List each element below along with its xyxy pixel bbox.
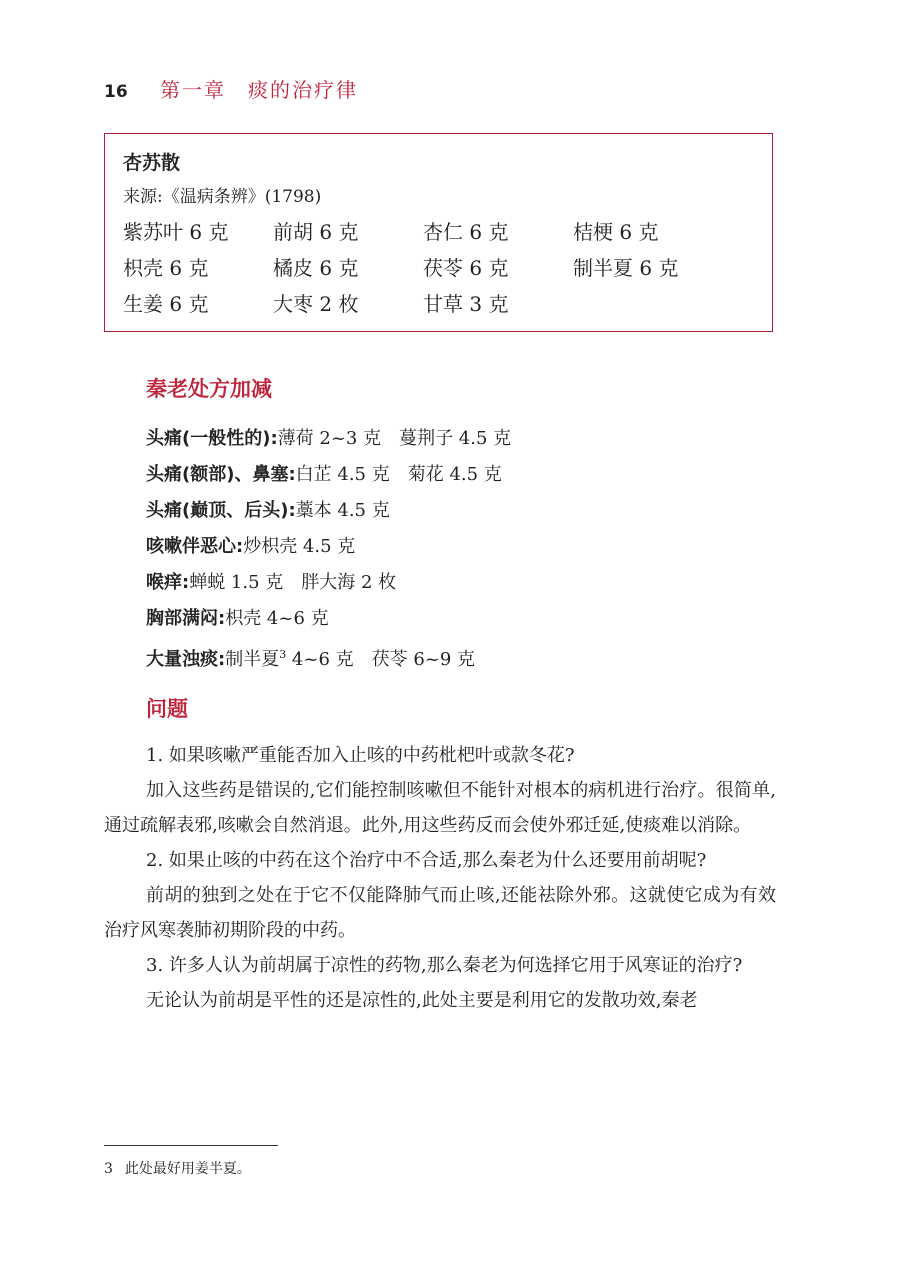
herb-item: 生姜 6 克	[123, 292, 209, 316]
modification-text: 4~6 克 茯苓 6~9 克	[286, 649, 476, 670]
herb-item: 制半夏 6 克	[573, 256, 679, 280]
modification-item	[146, 496, 511, 532]
modification-label: 咳嗽伴恶心:	[146, 536, 244, 557]
herb-item: 杏仁 6 克	[423, 220, 509, 244]
footnote	[104, 1158, 251, 1178]
modification-label: 头痛(巅顶、后头):	[146, 500, 296, 521]
answer-paragraph: 前胡的独到之处在于它不仅能降肺气而止咳,还能祛除外邪。这就使它成为有效治疗风寒袭肺初期阶段的中药。	[104, 885, 776, 941]
answer-paragraph: 加入这些药是错误的,它们能控制咳嗽但不能针对根本的病机进行治疗。很简单,通过疏解表邪,咳嗽会自然消退。此外,用这些药反而会使外邪迁延,使痰难以消除。	[104, 780, 776, 836]
herb-item: 紫苏叶 6 克	[123, 220, 229, 244]
page-number: 16	[104, 82, 128, 102]
herb-item: 甘草 3 克	[423, 292, 509, 316]
modification-item	[146, 460, 511, 496]
formula-source: 来源:《温病条辨》(1798)	[123, 187, 322, 207]
modification-item	[146, 568, 511, 604]
questions-body	[104, 738, 776, 1018]
herb-item: 枳壳 6 克	[123, 256, 209, 280]
modifications-list	[146, 424, 511, 676]
modification-text: 薄荷 2~3 克 蔓荆子 4.5 克	[277, 428, 512, 449]
modification-item	[146, 604, 511, 640]
modification-label: 胸部满闷:	[146, 608, 226, 629]
footnote-ref: 3	[279, 648, 287, 661]
modification-item	[146, 640, 511, 676]
footnote-text: 此处最好用姜半夏。	[124, 1161, 251, 1177]
modifications-heading: 秦老处方加减	[146, 377, 272, 401]
questions-heading: 问题	[146, 697, 188, 721]
formula-box	[104, 133, 773, 332]
chapter-title: 第一章 痰的治疗律	[160, 78, 359, 102]
herb-item: 桔梗 6 克	[573, 220, 659, 244]
modification-label: 头痛(一般性的):	[146, 428, 278, 449]
page-header	[104, 76, 358, 106]
footnote-number: 3	[104, 1161, 113, 1177]
modification-text: 白芷 4.5 克 菊花 4.5 克	[295, 464, 502, 485]
modification-item	[146, 532, 511, 568]
question-paragraph: 1. 如果咳嗽严重能否加入止咳的中药枇杷叶或款冬花?	[146, 745, 575, 766]
modification-label: 头痛(额部)、鼻塞:	[146, 464, 296, 485]
modification-label: 大量浊痰:	[146, 649, 226, 670]
modification-text: 蝉蜕 1.5 克 胖大海 2 枚	[189, 572, 397, 593]
herb-grid	[123, 214, 723, 322]
herb-item: 茯苓 6 克	[423, 256, 509, 280]
modification-text: 藁本 4.5 克	[295, 500, 390, 521]
question-paragraph: 2. 如果止咳的中药在这个治疗中不合适,那么秦老为什么还要用前胡呢?	[146, 850, 707, 871]
footnote-divider	[104, 1145, 278, 1146]
modification-label: 喉痒:	[146, 572, 190, 593]
herb-item: 大枣 2 枚	[273, 292, 359, 316]
modification-item	[146, 424, 511, 460]
herb-item: 前胡 6 克	[273, 220, 359, 244]
modification-text: 制半夏	[225, 649, 280, 670]
herb-item: 橘皮 6 克	[273, 256, 359, 280]
modification-text: 枳壳 4~6 克	[225, 608, 329, 629]
answer-paragraph: 无论认为前胡是平性的还是凉性的,此处主要是利用它的发散功效,秦老	[146, 990, 698, 1011]
modification-text: 炒枳壳 4.5 克	[243, 536, 356, 557]
formula-name: 杏苏散	[123, 152, 181, 174]
question-paragraph: 3. 许多人认为前胡属于凉性的药物,那么秦老为何选择它用于风寒证的治疗?	[146, 955, 743, 976]
